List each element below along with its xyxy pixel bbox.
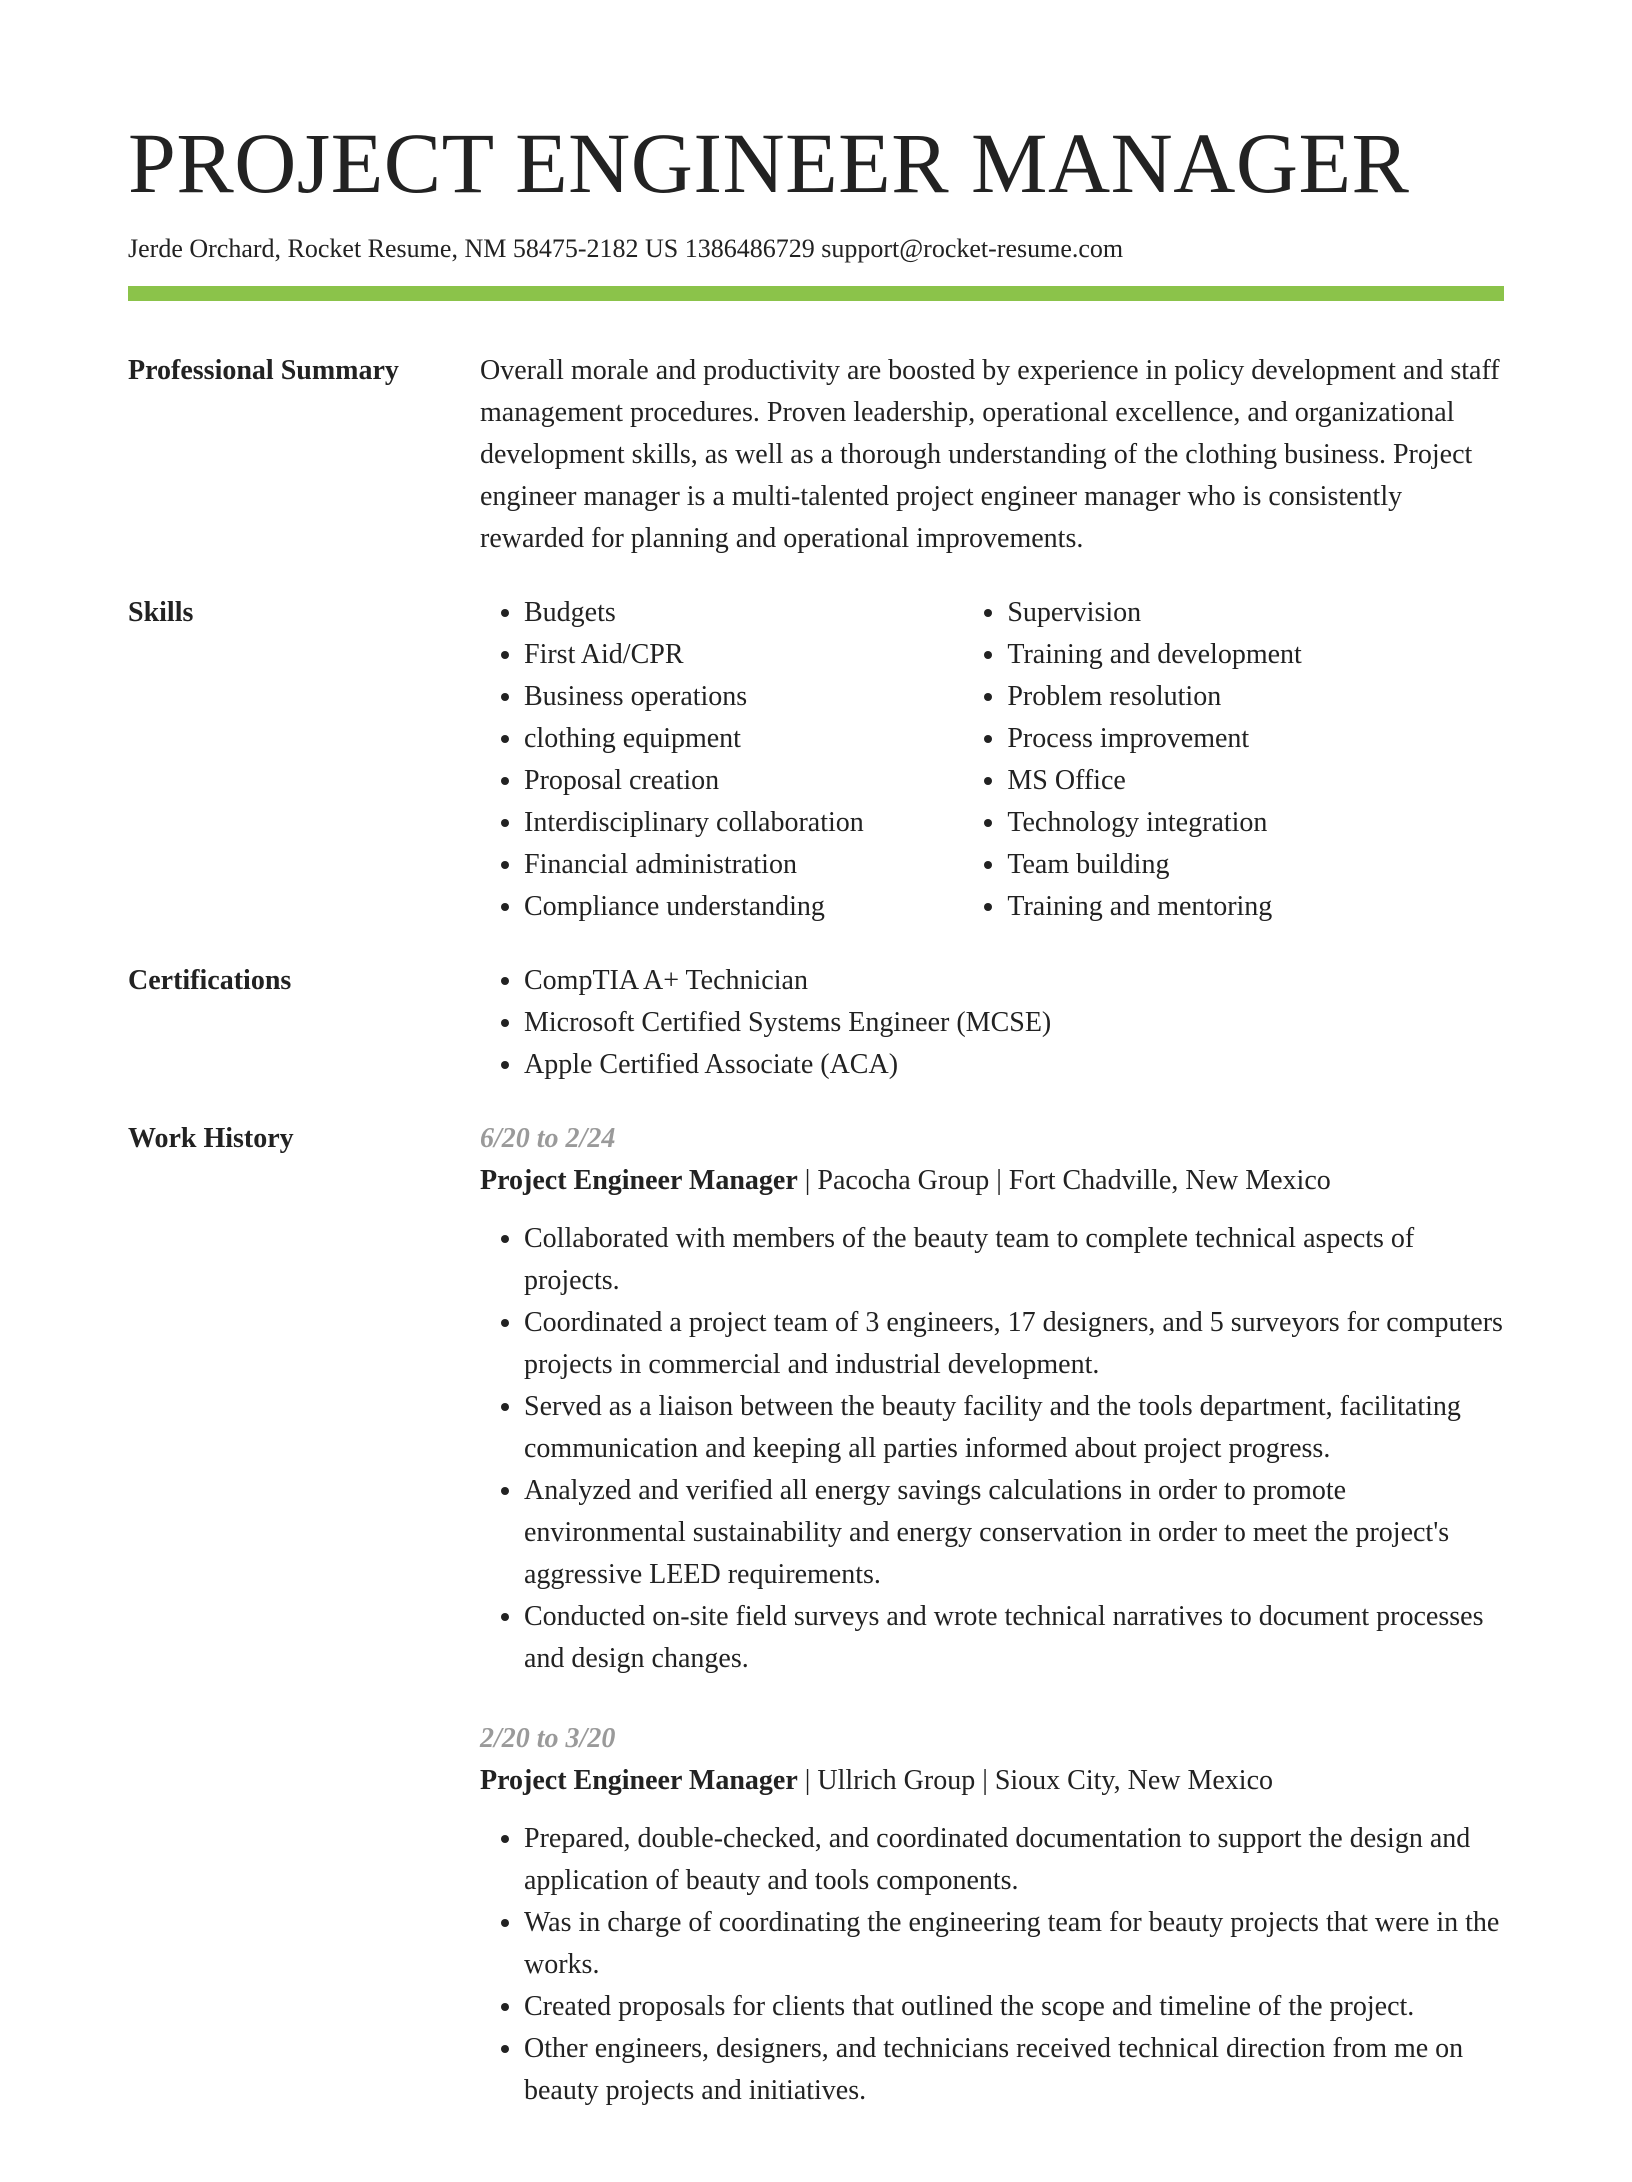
skill-item: • Process improvement bbox=[1007, 718, 1504, 760]
skill-item: • Training and mentoring bbox=[1007, 886, 1504, 928]
summary-section bbox=[128, 350, 1504, 560]
skill-item: • First Aid/CPR bbox=[524, 634, 963, 676]
skill-item: • clothing equipment bbox=[524, 718, 963, 760]
job-title: Project Engineer Manager bbox=[480, 1165, 798, 1196]
certifications-list bbox=[480, 960, 1504, 1086]
skill-item: • Compliance understanding bbox=[524, 886, 963, 928]
resume-title: PROJECT ENGINEER MANAGER bbox=[128, 115, 1410, 211]
job-bullets bbox=[480, 1818, 1504, 2112]
skills-label: Skills bbox=[128, 597, 194, 628]
certification-item: • Microsoft Certified Systems Engineer (MCSE) bbox=[524, 1002, 1504, 1044]
certifications-section bbox=[128, 960, 1504, 1086]
certifications-label: Certifications bbox=[128, 965, 292, 996]
job-dates: 6/20 to 2/24 bbox=[480, 1123, 616, 1154]
job-bullet: • Conducted on-site field surveys and wrote technical narratives to document processes and design changes. bbox=[524, 1596, 1504, 1680]
skill-item: • Interdisciplinary collaboration bbox=[524, 802, 963, 844]
job-entry bbox=[480, 1118, 1504, 1680]
work-history-section bbox=[128, 1118, 1504, 2150]
job-company-location: | Ullrich Group | Sioux City, New Mexico bbox=[797, 1765, 1273, 1796]
job-bullet: • Was in charge of coordinating the engineering team for beauty projects that were in the works. bbox=[524, 1902, 1504, 1986]
skill-item: • MS Office bbox=[1007, 760, 1504, 802]
job-bullet: • Other engineers, designers, and technicians received technical direction from me on beauty projects and initiatives. bbox=[524, 2028, 1504, 2112]
job-company-location: | Pacocha Group | Fort Chadville, New Mexico bbox=[797, 1165, 1331, 1196]
certification-item: • CompTIA A+ Technician bbox=[524, 960, 1504, 1002]
summary-label: Professional Summary bbox=[128, 355, 399, 386]
contact-line: Jerde Orchard, Rocket Resume, NM 58475-2182 US 1386486729 support@rocket-resume.com bbox=[128, 234, 1124, 263]
job-heading bbox=[480, 1760, 1504, 1802]
job-bullet: • Prepared, double-checked, and coordinated documentation to support the design and application of beauty and tools components. bbox=[524, 1818, 1504, 1902]
job-entry bbox=[480, 1718, 1504, 2112]
job-bullet: • Analyzed and verified all energy savings calculations in order to promote environmental sustainability and energy conservation in order to meet the project's aggressive LEED requirements. bbox=[524, 1470, 1504, 1596]
skill-item: • Training and development bbox=[1007, 634, 1504, 676]
job-bullet: • Served as a liaison between the beauty facility and the tools department, facilitating communication and keeping all parties informed about project progress. bbox=[524, 1386, 1504, 1470]
skill-item: • Budgets bbox=[524, 592, 963, 634]
resume-sections bbox=[128, 350, 1504, 2182]
skill-item: • Problem resolution bbox=[1007, 676, 1504, 718]
skills-list-right bbox=[963, 592, 1504, 928]
job-bullets bbox=[480, 1218, 1504, 1680]
work-history-list bbox=[480, 1118, 1504, 2150]
skill-item: • Technology integration bbox=[1007, 802, 1504, 844]
skill-item: • Business operations bbox=[524, 676, 963, 718]
job-bullet: • Created proposals for clients that outlined the scope and timeline of the project. bbox=[524, 1986, 1504, 2028]
skill-item: • Financial administration bbox=[524, 844, 963, 886]
skill-item: • Proposal creation bbox=[524, 760, 963, 802]
job-bullet: • Collaborated with members of the beauty team to complete technical aspects of projects. bbox=[524, 1218, 1504, 1302]
skill-item: • Team building bbox=[1007, 844, 1504, 886]
job-bullet: • Coordinated a project team of 3 engineers, 17 designers, and 5 surveyors for computers projects in commercial and industrial development. bbox=[524, 1302, 1504, 1386]
accent-divider bbox=[128, 286, 1504, 301]
job-heading bbox=[480, 1160, 1504, 1202]
skills-section bbox=[128, 592, 1504, 928]
skill-item: • Supervision bbox=[1007, 592, 1504, 634]
skills-list-left bbox=[480, 592, 963, 928]
job-dates: 2/20 to 3/20 bbox=[480, 1723, 616, 1754]
certification-item: • Apple Certified Associate (ACA) bbox=[524, 1044, 1504, 1086]
job-title: Project Engineer Manager bbox=[480, 1765, 798, 1796]
summary-text: Overall morale and productivity are boosted by experience in policy development and staff management procedures. Proven leadership, operational excellence, and organizational development skills, as well as a thorough understanding of the clothing business. Project engineer manager is a multi-talented project engineer manager who is consistently rewarded for planning and operational improvements. bbox=[480, 355, 1500, 554]
work-history-label: Work History bbox=[128, 1123, 294, 1154]
